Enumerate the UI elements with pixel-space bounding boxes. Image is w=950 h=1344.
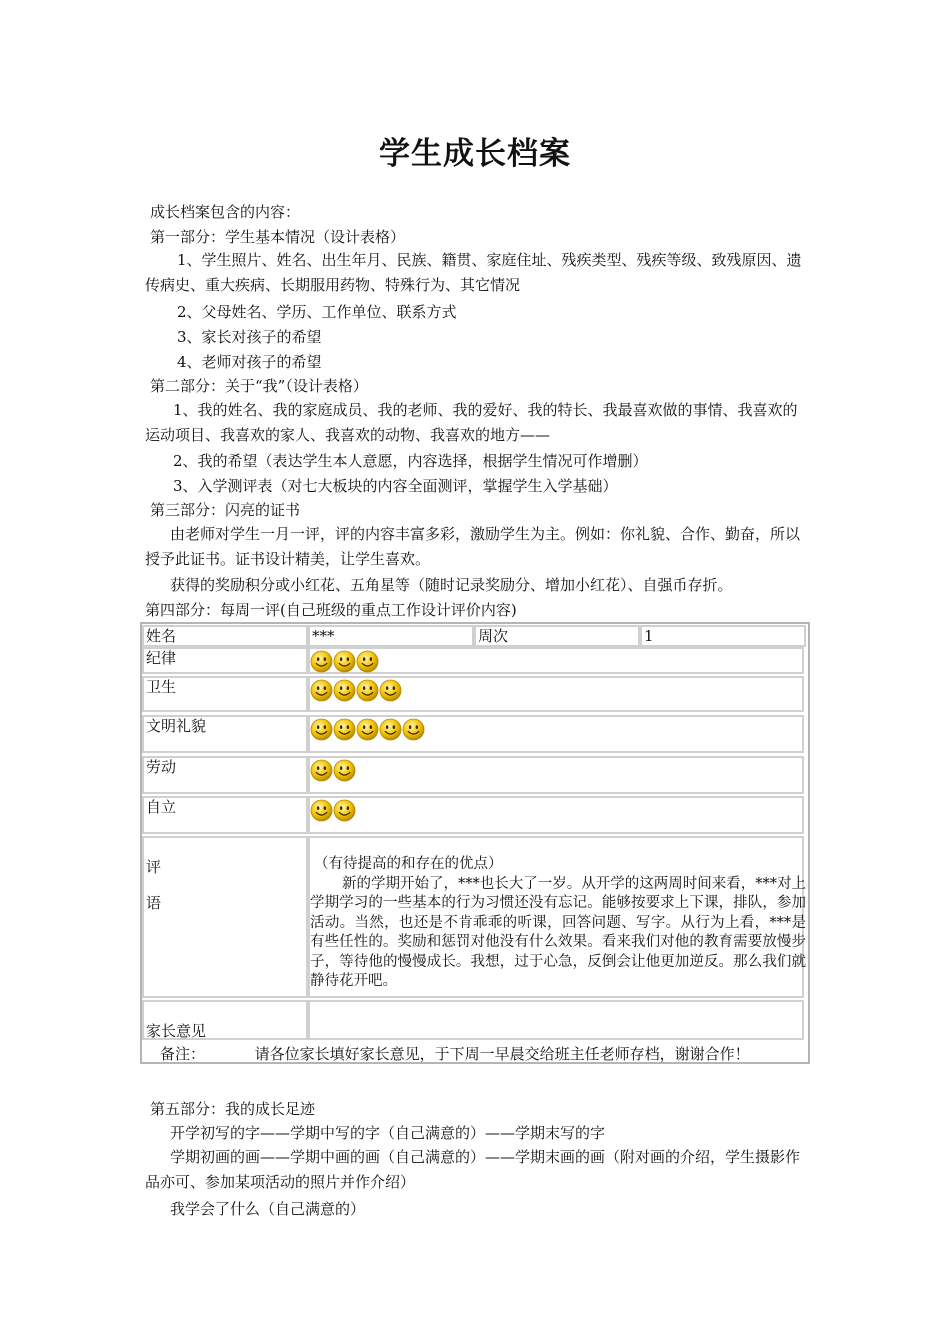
part2-heading: 第二部分：关于“我”（设计表格）	[150, 377, 368, 395]
rating-label-manners: 文明礼貌	[146, 717, 207, 735]
intro-text: 成长档案包含的内容：	[150, 203, 301, 221]
smiley-face-icon	[310, 718, 333, 741]
part2-item2: 2、我的希望（表达学生本人意愿，内容选择，根据学生情况可作增删）	[173, 452, 648, 470]
smiley-face-icon	[356, 679, 379, 702]
parent-label-cell	[142, 1000, 308, 1040]
smiley-rating-hygiene	[310, 679, 402, 702]
rating-label-labor: 劳动	[146, 758, 177, 776]
rating-label-hygiene: 卫生	[146, 678, 177, 696]
smiley-face-icon	[310, 759, 333, 782]
rating-row-value-cell	[308, 647, 804, 674]
smiley-rating-discipline	[310, 650, 379, 673]
smiley-rating-self-reliance	[310, 799, 356, 822]
smiley-face-icon	[310, 650, 333, 673]
part2-item1: 1、我的姓名、我的家庭成员、我的老师、我的爱好、我的特长、我最喜欢做的事情、我喜欢的运动项目、我喜欢的家人、我喜欢的动物、我喜欢的地方——	[145, 401, 798, 444]
part5-line1: 开学初写的字——学期中写的字（自己满意的）——学期末写的字	[170, 1124, 606, 1142]
part4-heading: 第四部分：每周一评(自己班级的重点工作设计评价内容)	[145, 601, 517, 619]
week-label-cell	[474, 625, 640, 647]
teacher-comment	[310, 855, 806, 992]
part1-item1: 1、学生照片、姓名、出生年月、民族、籍贯、家庭住址、残疾类型、残疾等级、致残原因、遗传病史、重大疾病、长期服用药物、特殊行为、其它情况	[145, 251, 802, 294]
document-title: 学生成长档案	[379, 136, 571, 172]
part2-item3: 3、入学测评表（对七大板块的内容全面测评，掌握学生入学基础）	[173, 477, 618, 495]
smiley-face-icon	[356, 718, 379, 741]
rating-row-label-cell	[142, 647, 308, 674]
comment-label-1: 评	[146, 858, 162, 876]
rating-row-label-cell	[142, 756, 308, 794]
comment-title: （有待提高的和存在的优点）	[314, 856, 503, 872]
name-label: 姓名	[146, 627, 177, 645]
part5-line3: 我学会了什么（自己满意的）	[170, 1200, 366, 1218]
part1-item4: 4、老师对孩子的希望	[177, 353, 322, 371]
week-value-cell	[640, 625, 806, 647]
rating-label-discipline: 纪律	[146, 649, 177, 667]
part1-heading: 第一部分：学生基本情况（设计表格）	[150, 228, 406, 246]
part3-para1: 由老师对学生一月一评，评的内容丰富多彩，激励学生为主。例如：你礼貌、合作、勤奋，所以授予此证书。证书设计精美，让学生喜欢。	[145, 525, 801, 568]
name-value: ***	[312, 627, 335, 645]
smiley-rating-manners	[310, 718, 425, 741]
rating-row-label-cell	[142, 796, 308, 834]
smiley-face-icon	[333, 759, 356, 782]
name-value-cell	[308, 625, 474, 647]
smiley-face-icon	[333, 679, 356, 702]
part3-para2: 获得的奖励积分或小红花、五角星等（随时记录奖励分、增加小红花）、自强币存折。	[170, 576, 733, 594]
parent-opinion-label: 家长意见	[146, 1022, 207, 1040]
parent-opinion-field[interactable]	[308, 1000, 804, 1040]
smiley-face-icon	[356, 650, 379, 673]
smiley-face-icon	[333, 718, 356, 741]
week-label: 周次	[478, 627, 509, 645]
rating-row-label-cell	[142, 715, 308, 753]
part3-heading: 第三部分：闪亮的证书	[150, 501, 301, 519]
smiley-face-icon	[402, 718, 425, 741]
note-text: 请各位家长填好家长意见，于下周一早晨交给班主任老师存档，谢谢合作！	[254, 1045, 750, 1063]
smiley-face-icon	[310, 679, 333, 702]
smiley-face-icon	[379, 718, 402, 741]
week-value: 1	[644, 627, 654, 645]
note-label: 备注：	[160, 1045, 206, 1063]
smiley-face-icon	[333, 799, 356, 822]
smiley-rating-labor	[310, 759, 356, 782]
part5-line2: 学期初画的画——学期中画的画（自己满意的）——学期末画的画（附对画的介绍，学生摄影作品亦可、参加某项活动的照片并作介绍）	[145, 1148, 801, 1191]
comment-label-cell	[142, 836, 308, 998]
table-note	[160, 1043, 750, 1064]
part1-item2: 2、父母姓名、学历、工作单位、联系方式	[177, 303, 457, 321]
smiley-face-icon	[379, 679, 402, 702]
comment-label-2: 语	[146, 894, 162, 912]
rating-row-label-cell	[142, 676, 308, 712]
comment-body: 新的学期开始了，***也长大了一岁。从开学的这两周时间来看，***对上学期学习的一些基本的行为习惯还没有忘记。能够按要求上下课，排队，参加活动。当然，也还是不肯乖乖的听课，回答问题、写字。从行为上看，***是有些任性的。奖励和惩罚对他没有什么效果。看来我们对他的教育需要放慢步子，等待他的慢慢成长。我想，过于心急，反倒会让他更加逆反。那么我们就静待花开吧。	[310, 875, 806, 989]
rating-row-value-cell	[308, 756, 804, 794]
smiley-face-icon	[333, 650, 356, 673]
part1-item3: 3、家长对孩子的希望	[177, 328, 322, 346]
name-label-cell	[142, 625, 308, 647]
smiley-face-icon	[310, 799, 333, 822]
part5-heading: 第五部分：我的成长足迹	[150, 1100, 316, 1118]
rating-row-value-cell	[308, 796, 804, 834]
rating-label-self-reliance: 自立	[146, 798, 177, 816]
